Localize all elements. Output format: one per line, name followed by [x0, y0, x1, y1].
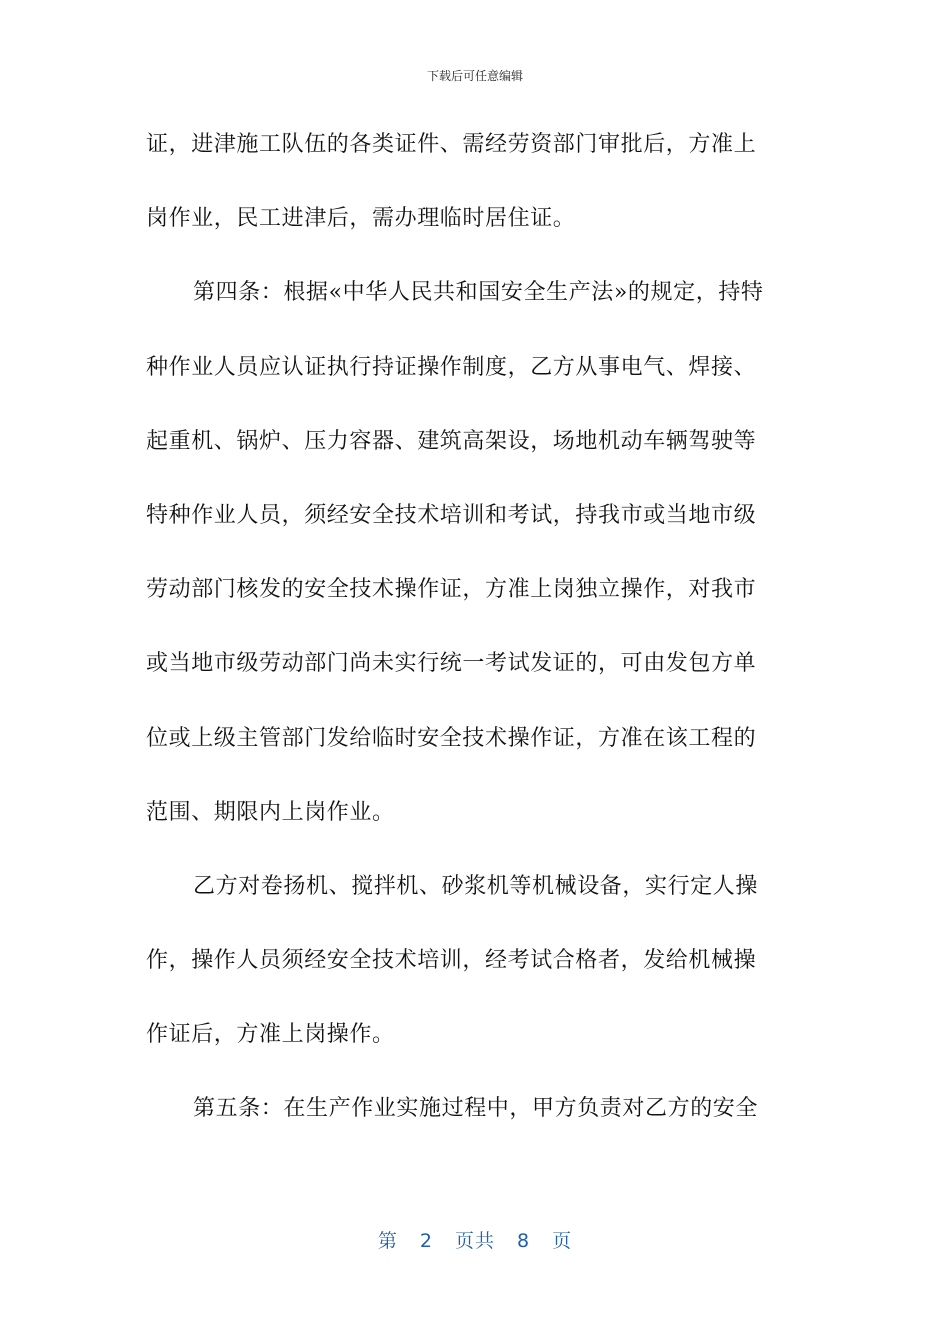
text-line: 种作业人员应认证执行持证操作制度，乙方从事电气、焊接、 — [146, 354, 757, 380]
footer-prefix: 第 — [377, 1230, 398, 1252]
text-line: 第四条：根据«中华人民共和国安全生产法»的规定，持特 — [193, 280, 764, 306]
current-page-number: 2 — [419, 1230, 433, 1252]
text-line: 位或上级主管部门发给临时安全技术操作证，方准在该工程的 — [146, 725, 757, 751]
text-line: 劳动部门核发的安全技术操作证，方准上岗独立操作，对我市 — [146, 577, 757, 603]
text-line: 特种作业人员，须经安全技术培训和考试，持我市或当地市级 — [146, 502, 757, 528]
text-line: 范围、期限内上岗作业。 — [146, 799, 395, 825]
text-line: 乙方对卷扬机、搅拌机、砂浆机等机械设备，实行定人操 — [193, 873, 759, 899]
body-text — [146, 108, 806, 1147]
text-line: 作证后，方准上岗操作。 — [146, 1022, 395, 1048]
text-line: 证，进津施工队伍的各类证件、需经劳资部门审批后，方准上 — [146, 132, 757, 157]
text-line: 岗作业，民工进津后，需办理临时居住证。 — [146, 206, 576, 232]
text-line: 起重机、锅炉、压力容器、建筑高架设，场地机动车辆驾驶等 — [146, 428, 757, 454]
page-footer — [0, 1226, 950, 1253]
footer-middle: 页共 — [454, 1230, 495, 1252]
text-line: 第五条：在生产作业实施过程中，甲方负责对乙方的安全 — [193, 1096, 759, 1122]
text-line: 作，操作人员须经安全技术培训，经考试合格者，发给机械操 — [146, 948, 757, 974]
footer-suffix: 页 — [552, 1230, 573, 1252]
header-note: 下载后可任意编辑 — [426, 69, 523, 83]
total-pages-number: 8 — [517, 1230, 531, 1252]
text-line: 或当地市级劳动部门尚未实行统一考试发证的，可由发包方单 — [146, 651, 757, 677]
